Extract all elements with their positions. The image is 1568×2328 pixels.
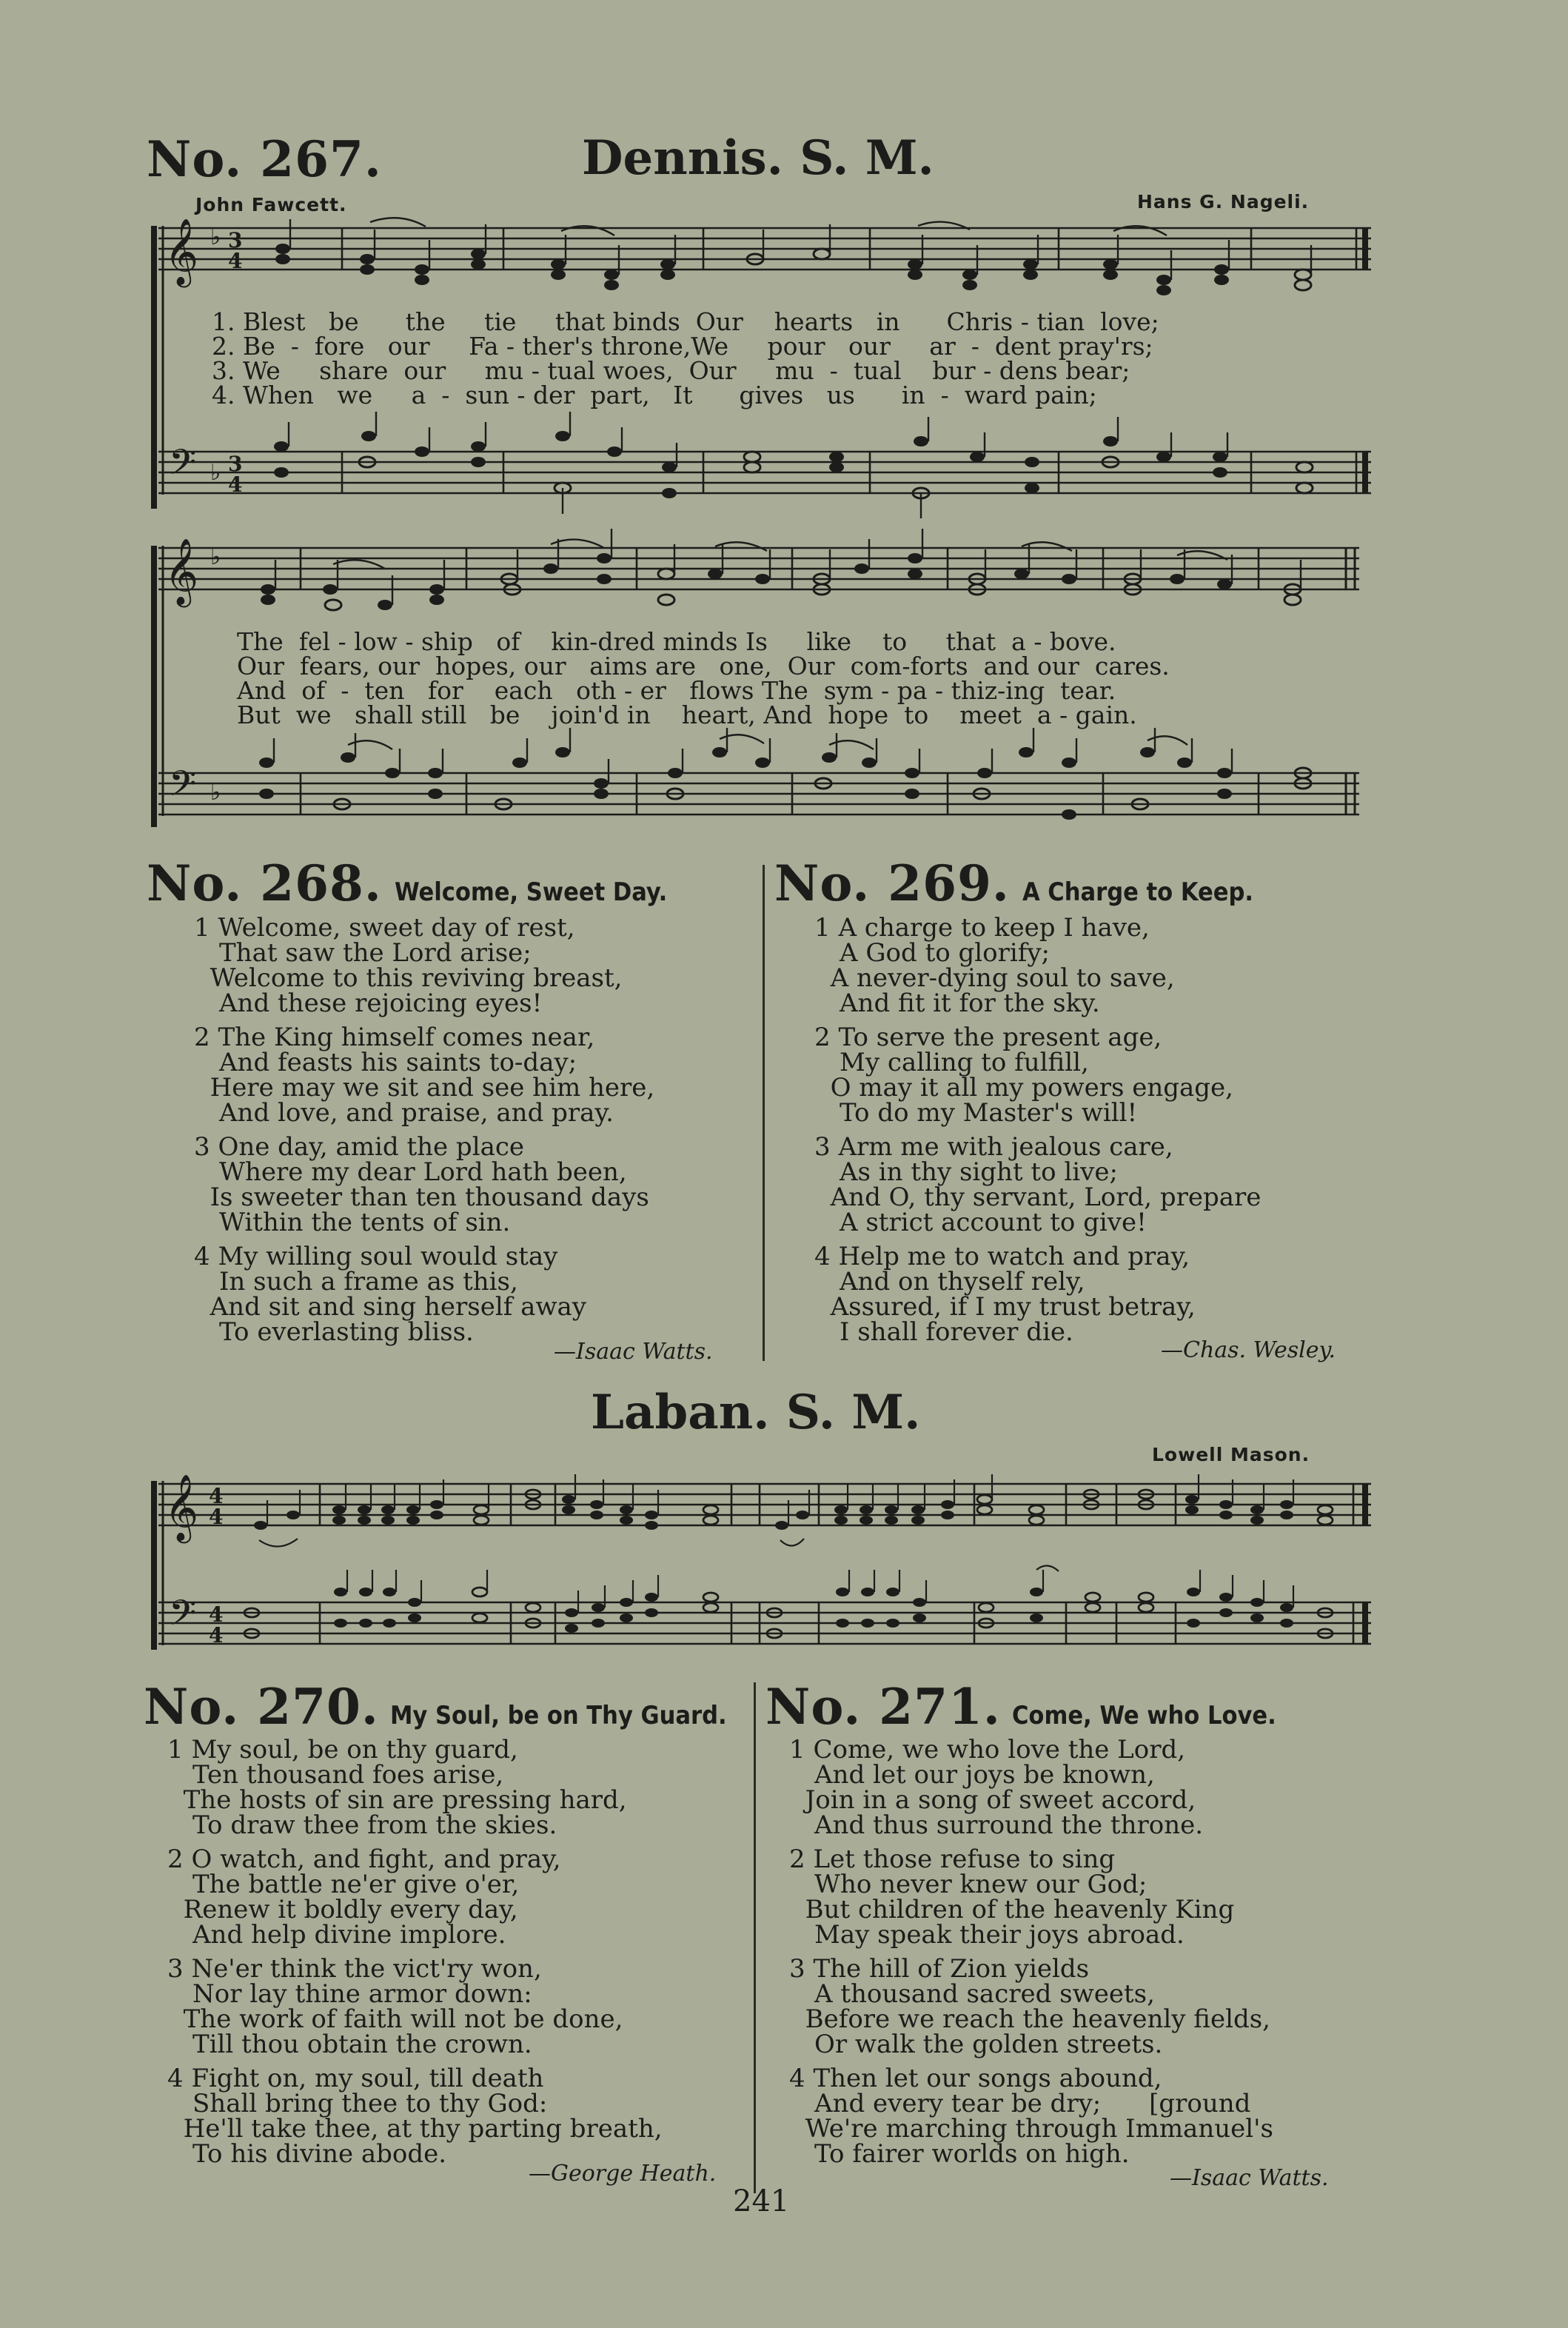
svg-text:4: 4 <box>209 1484 224 1508</box>
words-credit-267: John Fawcett. <box>195 194 347 215</box>
svg-text:4: 4 <box>209 1602 224 1627</box>
music-credit-laban: Lowell Mason. <box>1152 1444 1310 1465</box>
column-divider-bottom <box>754 1682 756 2193</box>
verse-2: 2 Let those refuse to sing Who never knew our God; But children of the heavenly King May speak their joys abroad. <box>789 1844 1235 1950</box>
tune-name-dennis: Dennis. S. M. <box>582 130 934 186</box>
hymn-number-271: No. 271. <box>765 1678 1001 1736</box>
lyric-line: 3. We share our mu - tual woes, Our mu - tual bur - dens bear; <box>212 356 1130 385</box>
verse-4: 4 My willing soul would stay In such a frame as this, And sit and sing herself away To everlasting bliss. <box>194 1242 586 1347</box>
verse-3: 3 The hill of Zion yields A thousand sacred sweets, Before we reach the heavenly fields, Or walk the golden streets. <box>789 1954 1270 2059</box>
hymn-number-268: No. 268. <box>147 854 382 912</box>
verse-1: 1 A charge to keep I have, A God to glorify; A never-dying soul to save, And fit it for the sky. <box>814 913 1175 1018</box>
music-credit-267: Hans G. Nageli. <box>1137 191 1310 213</box>
lyric-line: But we shall still be join'd in heart, And hope to meet a - gain. <box>237 700 1137 729</box>
svg-text:3: 3 <box>228 452 243 476</box>
verses-271 <box>789 1737 1273 2167</box>
treble-clef-laban: 𝄞 <box>164 1474 199 1541</box>
verse-4: 4 Then let our songs abound, And every tear be dry; [ground We're marching through Immanuel's To fairer worlds on high. <box>789 2064 1273 2169</box>
svg-text:♭: ♭ <box>210 780 221 806</box>
hymn-header-271 <box>765 1678 1276 1736</box>
notes-laban-bass <box>334 1588 1293 1633</box>
verse-2: 2 To serve the present age, My calling to fulfill, O may it all my powers engage, To do my Master's will! <box>814 1023 1233 1128</box>
hymn-number-269: No. 269. <box>774 854 1010 912</box>
lyric-line: And of - ten for each oth - er flows The sym - pa - thiz-ing tear. <box>237 676 1116 705</box>
verse-1: 1 Welcome, sweet day of rest, That saw the Lord arise; Welcome to this reviving breast, And these rejoicing eyes! <box>194 913 623 1018</box>
svg-text:4: 4 <box>228 249 243 273</box>
author-271: —Isaac Watts. <box>1170 2165 1329 2191</box>
svg-text:4: 4 <box>209 1505 224 1529</box>
verse-1: 1 Come, we who love the Lord, And let our joys be known, Join in a song of sweet accord, And thus surround the throne. <box>789 1735 1204 1840</box>
verse-4: 4 Fight on, my soul, till death Shall bring thee to thy God: He'll take thee, at thy parting breath, To his divine abode. <box>167 2064 663 2169</box>
svg-text:♭: ♭ <box>210 460 221 486</box>
bass-clef-laban: 𝄢 <box>169 1592 197 1642</box>
svg-text:♭: ♭ <box>210 544 221 570</box>
treble-clef-2: 𝄞 <box>164 538 199 605</box>
verse-3: 3 Ne'er think the vict'ry won, Nor lay thine armor down: The work of faith will not be done, Till thou obtain the crown. <box>167 1954 623 2059</box>
lyric-line: 1. Blest be the tie that binds Our hearts in Chris - tian love; <box>212 307 1159 336</box>
lyric-line: 4. When we a - sun - der part, It gives us in - ward pain; <box>212 381 1097 409</box>
hymn-title-271: Come, We who Love. <box>1011 1701 1276 1730</box>
stems-laban-treble <box>267 1474 1293 1525</box>
hymn-title-268: Welcome, Sweet Day. <box>394 877 668 907</box>
hymn-number-270: No. 270. <box>144 1678 379 1736</box>
verse-3: 3 Arm me with jealous care, As in thy sight to live; And O, thy servant, Lord, prepare A strict account to give! <box>814 1132 1262 1237</box>
hymn-number-267: No. 267. <box>147 130 382 188</box>
tune-name-laban: Laban. S. M. <box>591 1385 921 1440</box>
svg-text:3: 3 <box>228 228 243 252</box>
svg-text:♭: ♭ <box>210 224 221 250</box>
lyric-line: The fel - low - ship of kin-dred minds Is like to that a - bove. <box>237 627 1116 656</box>
author-270: —George Heath. <box>529 2161 717 2187</box>
stems-laban-bass <box>347 1570 1293 1613</box>
hymn-title-269: A Charge to Keep. <box>1022 877 1253 907</box>
svg-text:4: 4 <box>228 472 243 497</box>
treble-clef-1: 𝄞 <box>164 218 199 285</box>
svg-text:4: 4 <box>209 1623 224 1648</box>
hymn-title-270: My Soul, be on Thy Guard. <box>389 1701 727 1730</box>
verse-4: 4 Help me to watch and pray, And on thyself rely, Assured, if I my trust betray, I shall forever die. <box>814 1242 1196 1347</box>
author-269: —Chas. Wesley. <box>1161 1337 1336 1363</box>
hymn-header-270 <box>144 1678 727 1736</box>
verses-270 <box>167 1737 663 2167</box>
verse-2: 2 The King himself comes near, And feasts his saints to-day; Here may we sit and see him here, And love, and praise, and pray. <box>194 1023 655 1128</box>
lyric-line: 2. Be - fore our Fa - ther's throne,We pour our ar - dent pray'rs; <box>212 332 1153 361</box>
author-268: —Isaac Watts. <box>554 1339 713 1365</box>
bass-clef-2: 𝄢 <box>169 763 197 813</box>
verse-3: 3 One day, amid the place Where my dear Lord hath been, Is sweeter than ten thousand days Within the tents of sin. <box>194 1132 649 1237</box>
bass-clef-1: 𝄢 <box>169 441 197 492</box>
lyric-line: Our fears, our hopes, our aims are one, Our com-forts and our cares. <box>237 652 1170 680</box>
page-number: 241 <box>733 2184 790 2218</box>
verse-1: 1 My soul, be on thy guard, Ten thousand foes arise, The hosts of sin are pressing hard, To draw thee from the skies. <box>167 1735 627 1840</box>
verse-2: 2 O watch, and fight, and pray, The battle ne'er give o'er, Renew it boldly every day, And help divine implore. <box>167 1844 561 1950</box>
